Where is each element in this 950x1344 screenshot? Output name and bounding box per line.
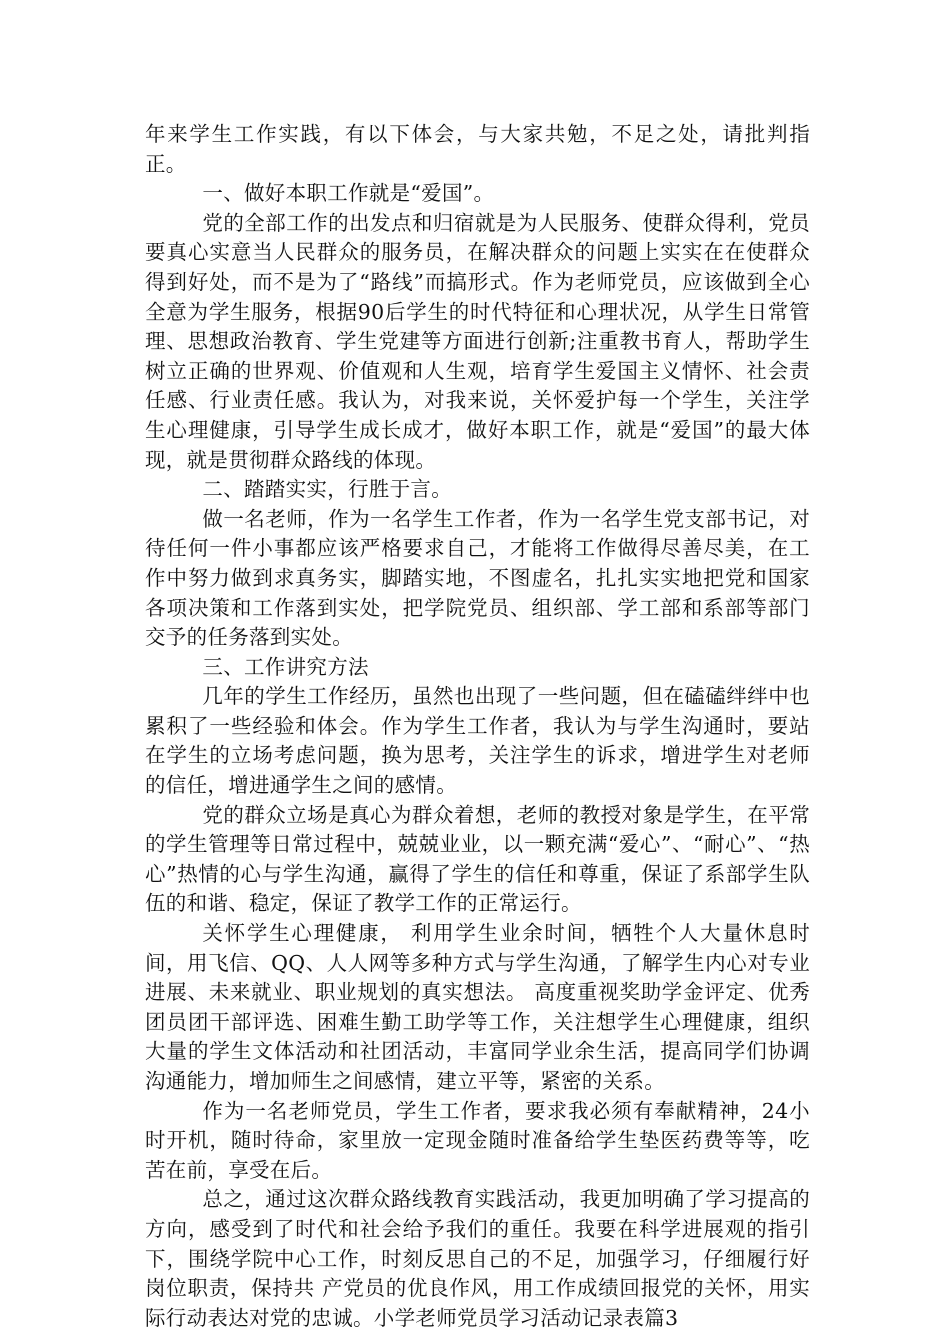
document-body xyxy=(145,120,810,1333)
paragraph-8: 总之，通过这次群众路线教育实践活动，我更加明确了学习提高的方向，感受到了时代和社会给予我们的重任。我要在科学进展观的指引下，围绕学院中心工作，时刻反思自己的不足，加强学习，仔细履行好岗位职责，保持共 产党员的优良作风，用工作成绩回报党的关怀，用实际行动表达对党的忠诚。小学老师党员学习活动记录表篇3 xyxy=(145,1187,810,1330)
paragraph-7: 作为一名老师党员，学生工作者，要求我必须有奉献精神，24小时开机，随时待命，家里放一定现金随时准备给学生垫医药费等等，吃苦在前，享受在后。 xyxy=(145,1098,810,1182)
paragraph-2: 党的全部工作的出发点和归宿就是为人民服务、使群众得利，党员要真心实意当人民群众的服务员，在解决群众的问题上实实在在使群众得到好处，而不是为了“路线”而搞形式。作为老师党员，应该做到全心全意为学生服务，根据90后学生的时代特征和心理状况，从学生日常管理、思想政治教育、学生党建等方面进行创新;注重教书育人，帮助学生树立正确的世界观、价值观和人生观，培育学生爱国主义情怀、社会责任感、行业责任感。我认为，对我来说，关怀爱护每一个学生，关注学生心理健康，引导学生成长成才，做好本职工作，就是“爱国”的最大体现，就是贯彻群众路线的体现。 xyxy=(145,210,810,472)
paragraph-3: 做一名老师，作为一名学生工作者，作为一名学生党支部书记，对待任何一件小事都应该严格要求自己，才能将工作做得尽善尽美，在工作中努力做到求真务实，脚踏实地，不图虚名，扎扎实实地把党和国家各项决策和工作落到实处，把学院党员、组织部、学工部和系部等部门交予的任务落到实处。 xyxy=(145,506,810,650)
paragraph-1: 年来学生工作实践，有以下体会，与大家共勉，不足之处，请批判指正。 xyxy=(145,122,810,176)
paragraph-6: 关怀学生心理健康， 利用学生业余时间，牺牲个人大量休息时间，用飞信、QQ、人人网等多种方式与学生沟通，了解学生内心对专业进展、未来就业、职业规划的真实想法。 高度重视奖助学金评定、优秀团员团干部评选、困难生勤工助学等工作，关注想学生心理健康，组织大量的学生文体活动和社团活动，丰富同学业余生活，提高同学们协调沟通能力，增加师生之间感情，建立平等，紧密的关系。 xyxy=(145,921,810,1093)
section-heading-2: 二、踏踏实实，行胜于言。 xyxy=(202,477,452,502)
paragraph-4: 几年的学生工作经历，虽然也出现了一些问题，但在磕磕绊绊中也累积了一些经验和体会。作为学生工作者，我认为与学生沟通时，要站在学生的立场考虑问题，换为思考，关注学生的诉求，增进学生对老师的信任，增进通学生之间的感情。 xyxy=(145,684,810,798)
paragraph-5: 党的群众立场是真心为群众着想，老师的教授对象是学生，在平常的学生管理等日常过程中，兢兢业业，以一颗充满“爱心”、“耐心”、“热心”热情的心与学生沟通，赢得了学生的信任和尊重，保证了系部学生队伍的和谐、稳定，保证了教学工作的正常运行。 xyxy=(145,802,810,916)
section-heading-3: 三、工作讲究方法 xyxy=(202,654,369,679)
section-heading-1: 一、做好本职工作就是“爱国”。 xyxy=(202,181,495,206)
